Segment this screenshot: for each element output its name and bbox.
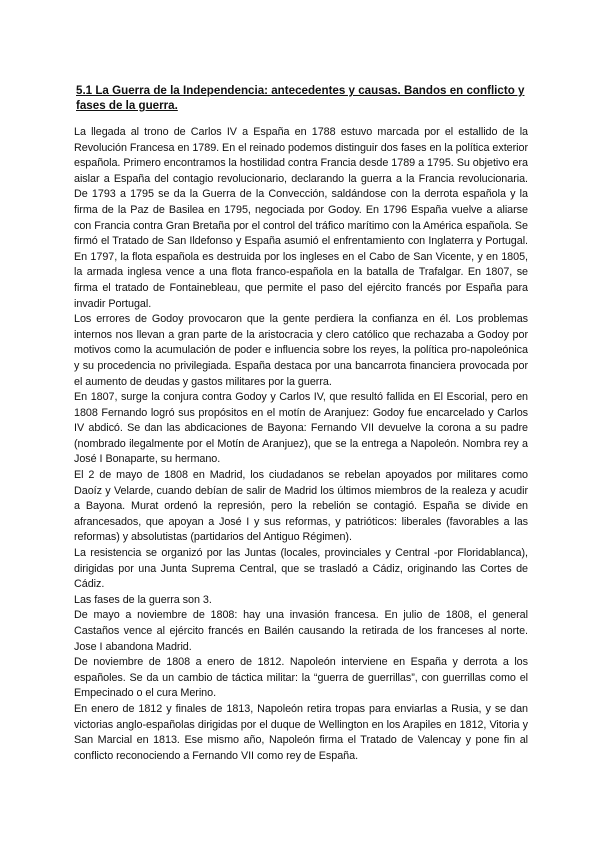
- paragraph-conjura-1807: En 1807, surge la conjura contra Godoy y Carlos IV, que resultó fallida en El Escorial, pero en 1808 Fernando logró sus propósitos en el motín de Aranjuez: Godoy fue encarcelado y Carlos IV abdicó. Se dan las abdicaciones de Bayona: Fernando VII devuelve la corona a su padre (nombrado ilegalmente por el Motín de Aranjuez), que se la entrega a Napoleón. Nombra rey a José I Bonaparte, su hermano.: [74, 391, 528, 466]
- paragraph-fase-2: De noviembre de 1808 a enero de 1812. Napoleón interviene en España y derrota a los españoles. Se da un cambio de táctica militar: la “guerra de guerrillas”, con guerrillas como el Empecinado o el cura Merino.: [74, 656, 528, 700]
- document-body: [74, 83, 528, 764]
- paragraph-godoy-errors: Los errores de Godoy provocaron que la gente perdiera la confianza en él. Los problemas internos nos llevan a gran parte de la aristocracia y clero católico que rechazaba a Godoy por motivos como la acumulación de poder e influencia sobre los reyes, la política pro-napoleónica y su procedencia no privilegiada. España destaca por una bancarrota financiera provocada por el aumento de deudas y gastos militares por la guerra.: [74, 313, 528, 388]
- section-title: 5.1 La Guerra de la Independencia: antecedentes y causas. Bandos en conflicto y fases de la guerra.: [76, 84, 525, 112]
- paragraph-reign-carlos-iv: La llegada al trono de Carlos IV a España en 1788 estuvo marcada por el estallido de la Revolución Francesa en 1789. En el reinado podemos distinguir dos fases en la política exterior española. Primero encontramos la hostilidad contra Francia desde 1789 a 1795. Su objetivo era aislar a España del contagio revolucionario, declarando la guerra a la Francia revolucionaria. De 1793 a 1795 se da la Guerra de la Convección, saldándose con la derrota española y la firma de la Paz de Basilea en 1795, negociada por Godoy. En 1796 España vuelve a aliarse con Francia contra Gran Bretaña por el control del tráfico marítimo con la América española. Se firmó el Tratado de San Ildefonso y España asumió el enfrentamiento con Inglaterra y Portugal. En 1797, la flota española es destruida por los ingleses en el Cabo de San Vicente, y en 1805, la armada inglesa vence a una flota franco-española en la batalla de Trafalgar. En 1807, se firma el tratado de Fontainebleau, que permite el paso del ejército francés por España para invadir Portugal.: [74, 126, 528, 310]
- paragraph-fases-intro: Las fases de la guerra son 3.: [74, 593, 212, 606]
- paragraph-juntas: La resistencia se organizó por las Juntas (locales, provinciales y Central -por Floridablanca), dirigidas por una Junta Suprema Central, que se trasladó a Cádiz, originando las Cortes de Cádiz.: [74, 547, 528, 591]
- paragraph-dos-de-mayo: El 2 de mayo de 1808 en Madrid, los ciudadanos se rebelan apoyados por militares como Daoíz y Velarde, cuando debían de salir de Madrid los últimos miembros de la realeza y acudir a Bayona. Murat ordenó la represión, pero la rebelión se contagió. España se divide en afrancesados, que apoyan a José I y sus reformas, y patrióticos: liberales (favorables a las reformas) y absolutistas (partidarios del Antiguo Régimen).: [74, 469, 528, 544]
- paragraph-fase-1: De mayo a noviembre de 1808: hay una invasión francesa. En julio de 1808, el general Castaños vence al ejército francés en Bailén causando la retirada de los franceses al norte. Jose I abandona Madrid.: [74, 609, 528, 653]
- paragraph-fase-3: En enero de 1812 y finales de 1813, Napoleón retira tropas para enviarlas a Rusia, y se dan victorias anglo-españolas dirigidas por el duque de Wellington en los Arapiles en 1812, Vitoria y San Marcial en 1813. Ese mismo año, Napoleón firma el Tratado de Valencay y pone fin al conflicto reconociendo a Fernando VII como rey de España.: [74, 702, 528, 762]
